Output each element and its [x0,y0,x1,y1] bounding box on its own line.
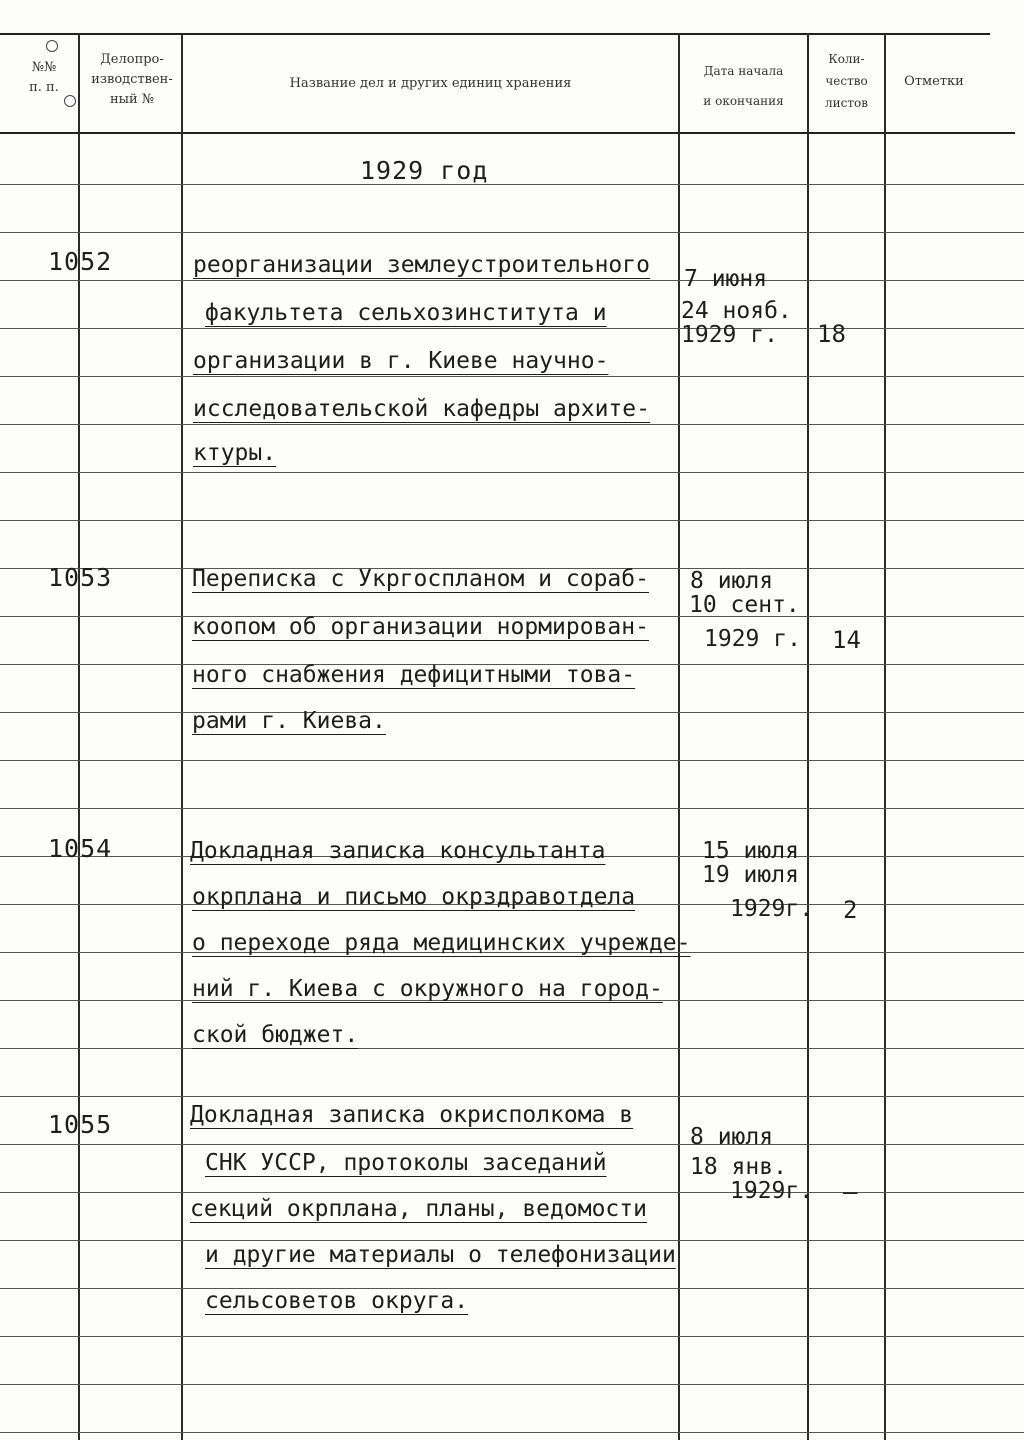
entry-title-line: факультета сельхозинститута и [205,300,607,326]
ruled-line [0,280,1024,281]
ruled-line [0,808,1024,809]
entry-end-date: 10 сент. [689,592,800,618]
ruled-line [0,1144,1024,1145]
entry-start-date: 8 июля [690,568,774,594]
header-bottom-rule [0,132,1015,134]
ruled-line [0,1384,1024,1385]
entry-sheet-count: 14 [832,626,861,654]
entry-number: 1055 [48,1110,113,1139]
entry-sheet-count: 2 [843,896,858,924]
entry-title-line: ний г. Киева с окружного на город- [192,976,663,1002]
ruled-line [0,1288,1024,1289]
ruled-line [0,376,1024,377]
ruled-line [0,472,1024,473]
ruled-line [0,1432,1024,1433]
entry-title-line: о переходе ряда медицинских учрежде- [192,930,691,956]
binder-hole-top [46,40,58,52]
entry-title-line: окрплана и письмо окрздравотдела [192,884,636,910]
entry-title-line: ской бюджет. [192,1022,359,1048]
column-divider-4 [807,33,809,1440]
ruled-line [0,520,1024,521]
header-item-number: №№ п. п. [29,60,59,95]
ruled-line [0,232,1024,233]
entry-title-line: ктуры. [193,440,277,466]
entry-title-line: секций окрплана, планы, ведомости [190,1196,647,1222]
column-divider-5 [884,33,886,1440]
entry-number: 1052 [48,247,113,276]
entry-number: 1053 [48,563,113,592]
entry-title-line: Переписка с Укргоспланом и сораб- [192,566,649,592]
entry-end-date: 19 июля [702,862,799,888]
header-title: Название дел и других единиц хранения [289,76,572,91]
header-dates: Дата начала и окончания [703,64,784,108]
entry-title-line: реорганизации землеустроительного [193,252,650,278]
ruled-line [0,1048,1024,1049]
ruled-line [0,760,1024,761]
entry-title-line: и другие материалы о телефонизации [205,1242,676,1268]
entry-title-line: СНК УССР, протоколы заседаний [205,1150,607,1176]
ruled-line [0,1240,1024,1241]
entry-year: 1929 г. [681,322,778,348]
table-top-rule [0,33,990,35]
entry-title-line: сельсоветов округа. [205,1288,469,1314]
header-office-number: Делопро- изводствен- ный № [91,52,173,107]
ruled-line [0,1336,1024,1337]
entry-title-line: Докладная записка окрисполкома в [190,1102,634,1128]
entry-title-line: Докладная записка консультанта [190,838,606,864]
ruled-line [0,1192,1024,1193]
entry-title-line: рами г. Киева. [192,708,386,734]
column-divider-3 [678,33,680,1440]
entry-title-line: организации в г. Киеве научно- [193,348,609,374]
ruled-line [0,184,1024,185]
ruled-line [0,1096,1024,1097]
entry-sheet-count: — [843,1178,858,1206]
entry-sheet-count: 18 [817,320,846,348]
entry-title-line: коопом об организации нормирован- [192,614,649,640]
entry-year: 1929г. [730,896,814,922]
header-notes: Отметки [904,74,964,89]
ruled-line [0,328,1024,329]
entry-year: 1929г. [730,1178,814,1204]
ruled-line [0,424,1024,425]
entry-start-date: 15 июля [702,838,799,864]
ruled-line [0,712,1024,713]
entry-start-date: 7 июня [684,266,768,292]
column-divider-2 [181,33,183,1440]
year-heading: 1929 год [360,156,489,185]
header-sheet-count: Коли- чество листов [825,52,868,110]
column-divider-1 [78,33,80,1440]
entry-year: 1929 г. [704,626,801,652]
entry-start-date: 8 июля [690,1124,774,1150]
entry-title-line: исследовательской кафедры архите- [193,396,650,422]
entry-end-date: 24 нояб. [681,298,792,324]
entry-number: 1054 [48,834,113,863]
entry-title-line: ного снабжения дефицитными това- [192,662,636,688]
entry-end-date: 18 янв. [690,1154,787,1180]
